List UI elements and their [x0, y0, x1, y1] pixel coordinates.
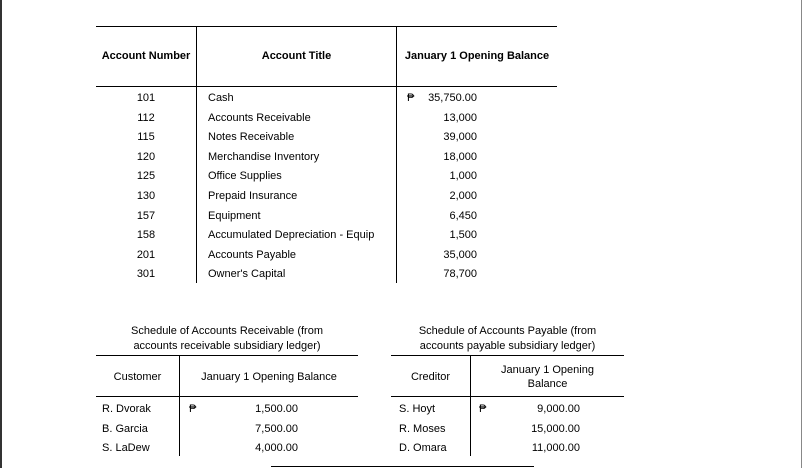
ap-schedule-title-line2: accounts payable subsidiary ledger): [419, 340, 596, 352]
opening-balance-cell: 1,000: [449, 170, 477, 183]
account-title-cell: Prepaid Insurance: [208, 190, 298, 202]
account-title-cell: Cash: [208, 92, 234, 104]
ap-schedule-title-line1: Schedule of Accounts Payable (from: [418, 325, 597, 337]
account-number-cell: 125: [136, 170, 156, 183]
ar-header-customer: Customer: [113, 371, 162, 383]
customer-balance-cell: 1,500.00: [255, 403, 298, 415]
opening-balance-cell: 35,750.00: [428, 92, 477, 104]
customer-balance-cell: 4,000.00: [255, 442, 298, 454]
opening-balance-cell: 18,000: [443, 150, 477, 163]
account-number-cell: 120: [136, 150, 156, 163]
left-frame-edge: [0, 0, 2, 468]
ap-title-rule: [391, 355, 624, 356]
account-title-cell: Accounts Payable: [208, 248, 297, 261]
ap-header-balance-line2: Balance: [527, 378, 568, 390]
opening-balance-cell: 78,700: [443, 268, 477, 281]
account-title-cell: Office Supplies: [208, 170, 282, 183]
ar-schedule-title-line2: accounts receivable subsidiary ledger): [133, 340, 321, 352]
peso-sign-icon: ₱: [189, 403, 197, 415]
creditor-name-cell: S. Hoyt: [399, 403, 436, 415]
bottom-rule: [271, 466, 534, 467]
creditor-balance-cell: 11,000.00: [531, 442, 580, 454]
account-title-cell: Merchandise Inventory: [208, 150, 320, 163]
customer-balance-cell: 7,500.00: [255, 422, 298, 435]
opening-balance-cell: 2,000: [449, 190, 477, 202]
account-number-cell: 301: [136, 268, 156, 281]
account-number-cell: 158: [136, 229, 156, 242]
account-title-cell: Notes Receivable: [208, 131, 295, 144]
ar-title-rule: [96, 355, 358, 356]
account-title-cell: Owner's Capital: [208, 268, 286, 281]
account-number-cell: 101: [136, 92, 156, 104]
peso-sign-icon: ₱: [407, 92, 415, 104]
opening-balance-cell: 35,000: [443, 248, 477, 261]
ar-header-rule: [96, 396, 358, 397]
opening-balance-cell: 13,000: [443, 111, 477, 124]
peso-sign-icon: ₱: [479, 403, 487, 415]
opening-balance-cell: 1,500: [449, 229, 477, 242]
column-divider: [196, 26, 197, 283]
creditor-balance-cell: 9,000.00: [537, 403, 580, 415]
customer-name-cell: R. Dvorak: [102, 403, 151, 415]
header-opening-balance: January 1 Opening Balance: [404, 50, 550, 62]
opening-balance-cell: 6,450: [449, 209, 477, 222]
customer-name-cell: S. LaDew: [102, 442, 150, 454]
account-title-cell: Accounts Receivable: [208, 111, 311, 124]
account-number-cell: 112: [137, 111, 155, 124]
ar-schedule-title-line1: Schedule of Accounts Receivable (from: [131, 325, 323, 337]
customer-name-cell: B. Garcia: [102, 422, 148, 435]
account-title-cell: Accumulated Depreciation - Equip: [208, 229, 375, 242]
account-number-cell: 201: [136, 248, 156, 261]
account-number-cell: 157: [136, 209, 156, 222]
account-title-cell: Equipment: [208, 209, 261, 222]
account-number-cell: 115: [137, 131, 155, 144]
opening-balance-cell: 39,000: [443, 131, 477, 144]
ar-header-balance: January 1 Opening Balance: [201, 371, 337, 383]
ap-header-balance-line1: January 1 Opening: [501, 364, 594, 376]
creditor-name-cell: D. Omara: [399, 442, 447, 454]
table-top-rule: [96, 26, 557, 27]
creditor-name-cell: R. Moses: [399, 422, 446, 435]
creditor-balance-cell: 15,000.00: [531, 422, 580, 435]
ap-header-rule: [391, 396, 624, 397]
header-account-number: Account Number: [101, 50, 191, 62]
account-number-cell: 130: [136, 190, 156, 202]
table-header-rule: [96, 86, 557, 87]
ap-header-creditor: Creditor: [410, 371, 451, 383]
header-account-title: Account Title: [261, 50, 332, 62]
